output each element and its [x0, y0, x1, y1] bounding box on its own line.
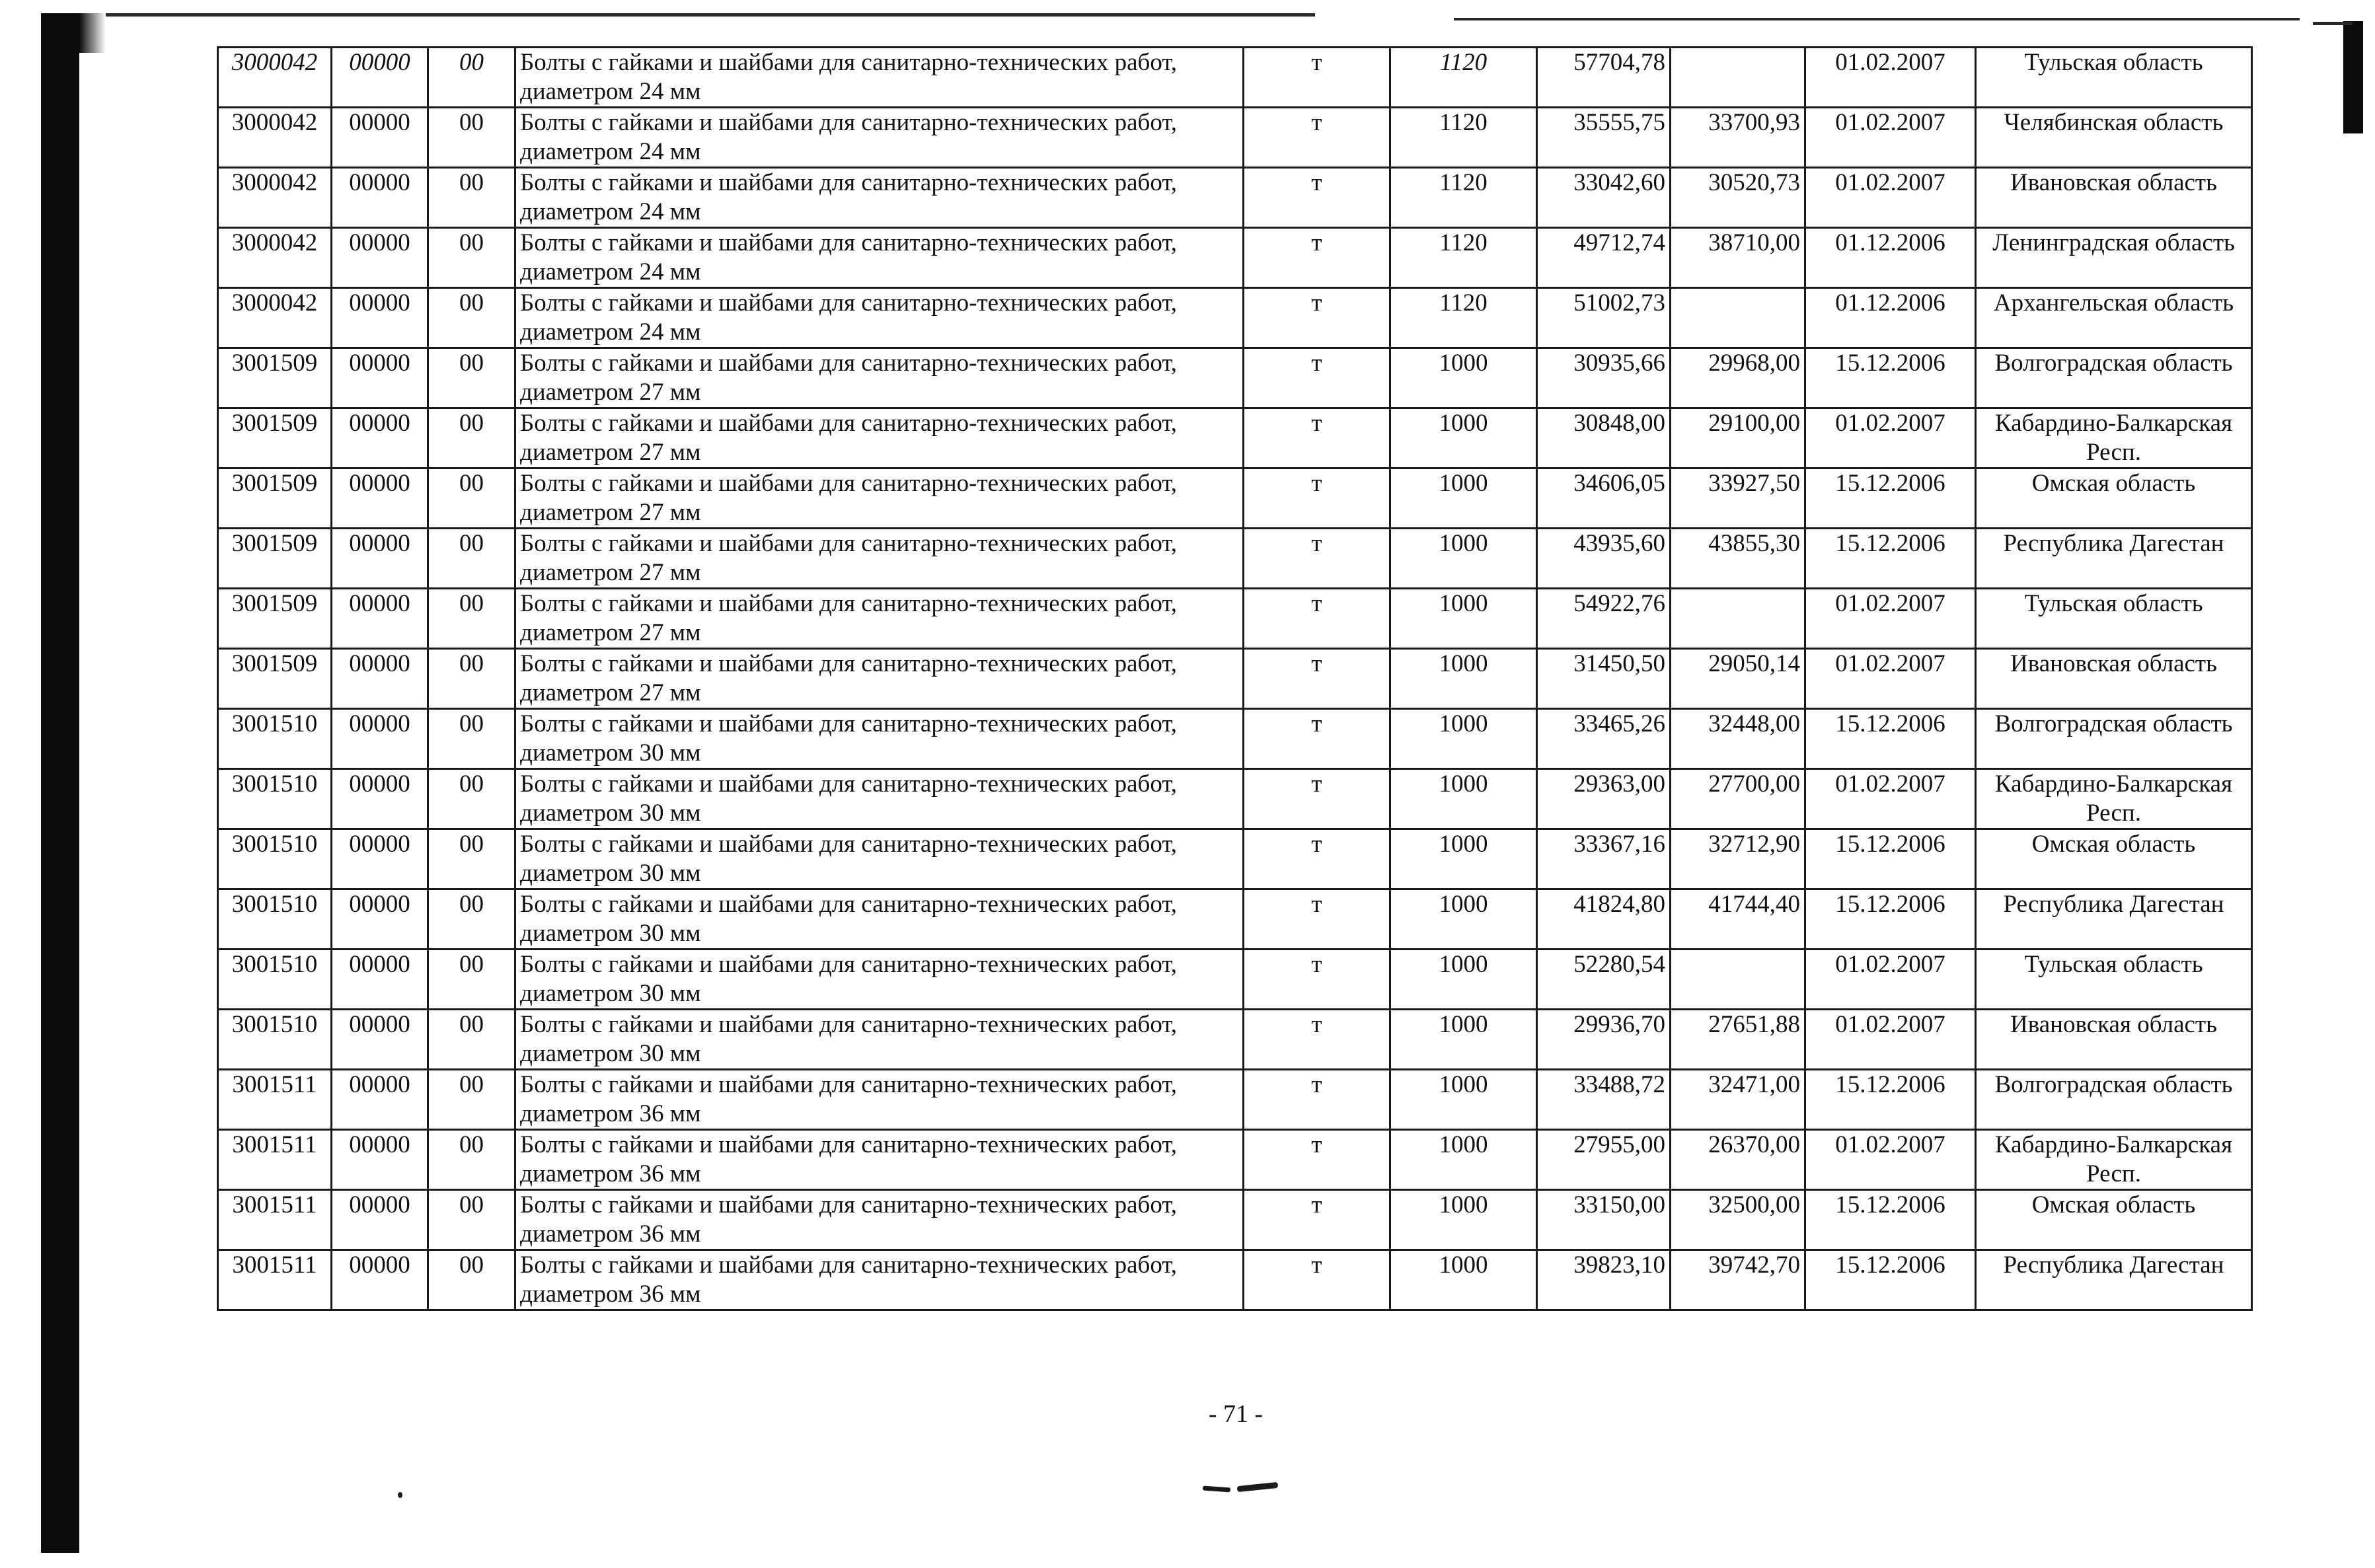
- cell-unit: т: [1244, 950, 1390, 1010]
- cell-code: 3001511: [218, 1130, 332, 1190]
- cell-price: 35555,75: [1537, 108, 1671, 168]
- cell-date: 15.12.2006: [1805, 348, 1976, 408]
- cell-price: 43935,60: [1537, 529, 1671, 589]
- cell-date: 15.12.2006: [1805, 889, 1976, 950]
- cell-qty: 1000: [1390, 1190, 1537, 1250]
- cell-sub: 00000: [332, 168, 428, 228]
- cell-price: 57704,78: [1537, 48, 1671, 108]
- cell-name: Болты с гайками и шайбами для санитарно-технических работ, диаметром 30 мм: [515, 950, 1244, 1010]
- cell-region: Ивановская область: [1976, 1010, 2252, 1070]
- cell-price2: 38710,00: [1671, 228, 1805, 288]
- cell-unit: т: [1244, 889, 1390, 950]
- cell-region: Республика Дагестан: [1976, 889, 2252, 950]
- cell-code: 3001511: [218, 1190, 332, 1250]
- table-row: [218, 1070, 2252, 1130]
- cell-name: Болты с гайками и шайбами для санитарно-технических работ, диаметром 27 мм: [515, 408, 1244, 468]
- cell-ext: 00: [428, 709, 515, 769]
- cell-price2: 29050,14: [1671, 649, 1805, 709]
- cell-date: 01.02.2007: [1805, 649, 1976, 709]
- cell-sub: 00000: [332, 1130, 428, 1190]
- cell-ext: 00: [428, 950, 515, 1010]
- cell-region: Ивановская область: [1976, 649, 2252, 709]
- cell-code: 3001509: [218, 589, 332, 649]
- cell-price: 51002,73: [1537, 288, 1671, 348]
- table-row: [218, 288, 2252, 348]
- cell-code: 3001510: [218, 1010, 332, 1070]
- cell-code: 3001509: [218, 348, 332, 408]
- cell-region: Республика Дагестан: [1976, 529, 2252, 589]
- cell-unit: т: [1244, 1250, 1390, 1310]
- cell-ext: 00: [428, 168, 515, 228]
- cell-price2: 30520,73: [1671, 168, 1805, 228]
- table-row: [218, 709, 2252, 769]
- table-row: [218, 649, 2252, 709]
- cell-ext: 00: [428, 529, 515, 589]
- cell-price2: 39742,70: [1671, 1250, 1805, 1310]
- cell-unit: т: [1244, 529, 1390, 589]
- table-row: [218, 769, 2252, 829]
- cell-name: Болты с гайками и шайбами для санитарно-технических работ, диаметром 30 мм: [515, 1010, 1244, 1070]
- cell-price2: 29100,00: [1671, 408, 1805, 468]
- cell-unit: т: [1244, 769, 1390, 829]
- cell-date: 15.12.2006: [1805, 529, 1976, 589]
- cell-date: 01.02.2007: [1805, 589, 1976, 649]
- cell-qty: 1000: [1390, 348, 1537, 408]
- table-row: [218, 889, 2252, 950]
- cell-ext: 00: [428, 48, 515, 108]
- cell-qty: 1000: [1390, 769, 1537, 829]
- scan-top-rule: [2313, 22, 2353, 25]
- cell-price: 33150,00: [1537, 1190, 1671, 1250]
- cell-code: 3001510: [218, 709, 332, 769]
- cell-ext: 00: [428, 1010, 515, 1070]
- cell-price2: [1671, 48, 1805, 108]
- cell-price: 54922,76: [1537, 589, 1671, 649]
- cell-region: Челябинская область: [1976, 108, 2252, 168]
- cell-name: Болты с гайками и шайбами для санитарно-технических работ, диаметром 27 мм: [515, 649, 1244, 709]
- cell-region: Омская область: [1976, 829, 2252, 889]
- cell-price: 31450,50: [1537, 649, 1671, 709]
- cell-price: 33465,26: [1537, 709, 1671, 769]
- cell-price2: 32448,00: [1671, 709, 1805, 769]
- cell-sub: 00000: [332, 468, 428, 529]
- cell-name: Болты с гайками и шайбами для санитарно-технических работ, диаметром 24 мм: [515, 288, 1244, 348]
- cell-region: Кабардино-Балкарская Респ.: [1976, 408, 2252, 468]
- cell-ext: 00: [428, 228, 515, 288]
- cell-date: 01.02.2007: [1805, 769, 1976, 829]
- cell-unit: т: [1244, 649, 1390, 709]
- cell-sub: 00000: [332, 1010, 428, 1070]
- cell-unit: т: [1244, 48, 1390, 108]
- cell-date: 01.12.2006: [1805, 288, 1976, 348]
- cell-code: 3000042: [218, 168, 332, 228]
- cell-code: 3001510: [218, 769, 332, 829]
- table-row: [218, 168, 2252, 228]
- cell-ext: 00: [428, 348, 515, 408]
- cell-code: 3000042: [218, 48, 332, 108]
- cell-sub: 00000: [332, 709, 428, 769]
- cell-qty: 1120: [1390, 288, 1537, 348]
- table-row: [218, 529, 2252, 589]
- scan-speck: [398, 1492, 402, 1498]
- cell-sub: 00000: [332, 889, 428, 950]
- cell-sub: 00000: [332, 348, 428, 408]
- cell-date: 01.02.2007: [1805, 1130, 1976, 1190]
- cell-qty: 1000: [1390, 408, 1537, 468]
- cell-region: Тульская область: [1976, 589, 2252, 649]
- cell-sub: 00000: [332, 1190, 428, 1250]
- page-number: - 71 -: [1208, 1400, 1263, 1428]
- cell-name: Болты с гайками и шайбами для санитарно-технических работ, диаметром 36 мм: [515, 1250, 1244, 1310]
- cell-name: Болты с гайками и шайбами для санитарно-технических работ, диаметром 27 мм: [515, 529, 1244, 589]
- cell-price2: [1671, 589, 1805, 649]
- cell-date: 01.02.2007: [1805, 168, 1976, 228]
- table-row: [218, 1010, 2252, 1070]
- cell-price2: 27700,00: [1671, 769, 1805, 829]
- cell-region: Волгоградская область: [1976, 1070, 2252, 1130]
- cell-region: Тульская область: [1976, 48, 2252, 108]
- cell-price: 29936,70: [1537, 1010, 1671, 1070]
- cell-date: 15.12.2006: [1805, 1190, 1976, 1250]
- cell-qty: 1000: [1390, 589, 1537, 649]
- cell-qty: 1120: [1390, 48, 1537, 108]
- cell-code: 3001509: [218, 649, 332, 709]
- cell-price: 33488,72: [1537, 1070, 1671, 1130]
- cell-qty: 1120: [1390, 108, 1537, 168]
- cell-qty: 1000: [1390, 468, 1537, 529]
- cell-name: Болты с гайками и шайбами для санитарно-технических работ, диаметром 27 мм: [515, 468, 1244, 529]
- cell-unit: т: [1244, 408, 1390, 468]
- cell-date: 15.12.2006: [1805, 829, 1976, 889]
- cell-name: Болты с гайками и шайбами для санитарно-технических работ, диаметром 30 мм: [515, 769, 1244, 829]
- cell-qty: 1000: [1390, 1010, 1537, 1070]
- table-row: [218, 589, 2252, 649]
- cell-qty: 1000: [1390, 529, 1537, 589]
- cell-price: 30935,66: [1537, 348, 1671, 408]
- scan-shadow-left-top: [79, 13, 106, 53]
- cell-date: 01.02.2007: [1805, 1010, 1976, 1070]
- cell-price2: 33700,93: [1671, 108, 1805, 168]
- cell-sub: 00000: [332, 950, 428, 1010]
- scan-shadow-right: [2343, 21, 2363, 133]
- cell-region: Кабардино-Балкарская Респ.: [1976, 769, 2252, 829]
- cell-code: 3001511: [218, 1070, 332, 1130]
- cell-sub: 00000: [332, 829, 428, 889]
- cell-qty: 1000: [1390, 1070, 1537, 1130]
- cell-date: 01.02.2007: [1805, 950, 1976, 1010]
- table-row: [218, 1250, 2252, 1310]
- cell-region: Республика Дагестан: [1976, 1250, 2252, 1310]
- cell-price2: [1671, 288, 1805, 348]
- cell-name: Болты с гайками и шайбами для санитарно-технических работ, диаметром 30 мм: [515, 709, 1244, 769]
- table-row: [218, 348, 2252, 408]
- cell-name: Болты с гайками и шайбами для санитарно-технических работ, диаметром 27 мм: [515, 348, 1244, 408]
- cell-qty: 1000: [1390, 1250, 1537, 1310]
- cell-unit: т: [1244, 228, 1390, 288]
- cell-sub: 00000: [332, 1070, 428, 1130]
- cell-price: 29363,00: [1537, 769, 1671, 829]
- cell-date: 15.12.2006: [1805, 1250, 1976, 1310]
- cell-unit: т: [1244, 589, 1390, 649]
- cell-date: 01.02.2007: [1805, 408, 1976, 468]
- cell-unit: т: [1244, 348, 1390, 408]
- cell-sub: 00000: [332, 228, 428, 288]
- cell-code: 3001509: [218, 529, 332, 589]
- cell-ext: 00: [428, 288, 515, 348]
- scan-mark: [1203, 1486, 1230, 1493]
- cell-sub: 00000: [332, 288, 428, 348]
- cell-qty: 1120: [1390, 168, 1537, 228]
- cell-qty: 1000: [1390, 1130, 1537, 1190]
- cell-unit: т: [1244, 468, 1390, 529]
- cell-price: 27955,00: [1537, 1130, 1671, 1190]
- cell-region: Волгоградская область: [1976, 709, 2252, 769]
- cell-qty: 1000: [1390, 950, 1537, 1010]
- cell-code: 3000042: [218, 108, 332, 168]
- cell-ext: 00: [428, 108, 515, 168]
- cell-date: 15.12.2006: [1805, 709, 1976, 769]
- cell-price2: 29968,00: [1671, 348, 1805, 408]
- price-table: [217, 46, 2253, 1311]
- cell-unit: т: [1244, 168, 1390, 228]
- cell-name: Болты с гайками и шайбами для санитарно-технических работ, диаметром 24 мм: [515, 228, 1244, 288]
- cell-name: Болты с гайками и шайбами для санитарно-технических работ, диаметром 27 мм: [515, 589, 1244, 649]
- scan-top-rule: [106, 13, 1315, 17]
- cell-price: 33042,60: [1537, 168, 1671, 228]
- cell-qty: 1000: [1390, 649, 1537, 709]
- cell-qty: 1000: [1390, 889, 1537, 950]
- cell-region: Омская область: [1976, 1190, 2252, 1250]
- cell-date: 01.02.2007: [1805, 48, 1976, 108]
- cell-ext: 00: [428, 1130, 515, 1190]
- cell-region: Ленинградская область: [1976, 228, 2252, 288]
- cell-price: 41824,80: [1537, 889, 1671, 950]
- cell-price2: 32471,00: [1671, 1070, 1805, 1130]
- cell-ext: 00: [428, 589, 515, 649]
- cell-ext: 00: [428, 649, 515, 709]
- cell-code: 3001510: [218, 829, 332, 889]
- cell-code: 3001510: [218, 889, 332, 950]
- cell-ext: 00: [428, 408, 515, 468]
- table-row: [218, 950, 2252, 1010]
- cell-unit: т: [1244, 288, 1390, 348]
- cell-price2: 33927,50: [1671, 468, 1805, 529]
- cell-qty: 1000: [1390, 709, 1537, 769]
- cell-price2: 43855,30: [1671, 529, 1805, 589]
- cell-unit: т: [1244, 1190, 1390, 1250]
- table-body: [218, 48, 2252, 1310]
- cell-code: 3001509: [218, 468, 332, 529]
- cell-code: 3001511: [218, 1250, 332, 1310]
- scan-mark: [1237, 1482, 1279, 1492]
- cell-unit: т: [1244, 108, 1390, 168]
- cell-date: 15.12.2006: [1805, 468, 1976, 529]
- cell-date: 01.12.2006: [1805, 228, 1976, 288]
- cell-region: Ивановская область: [1976, 168, 2252, 228]
- cell-ext: 00: [428, 1250, 515, 1310]
- table-row: [218, 408, 2252, 468]
- cell-name: Болты с гайками и шайбами для санитарно-технических работ, диаметром 30 мм: [515, 889, 1244, 950]
- table-row: [218, 48, 2252, 108]
- cell-price2: 32500,00: [1671, 1190, 1805, 1250]
- cell-code: 3001509: [218, 408, 332, 468]
- cell-name: Болты с гайками и шайбами для санитарно-технических работ, диаметром 24 мм: [515, 48, 1244, 108]
- cell-ext: 00: [428, 1070, 515, 1130]
- cell-ext: 00: [428, 889, 515, 950]
- cell-qty: 1120: [1390, 228, 1537, 288]
- scan-shadow-left: [41, 13, 79, 1553]
- cell-price2: 41744,40: [1671, 889, 1805, 950]
- cell-code: 3000042: [218, 288, 332, 348]
- cell-unit: т: [1244, 1130, 1390, 1190]
- cell-name: Болты с гайками и шайбами для санитарно-технических работ, диаметром 24 мм: [515, 168, 1244, 228]
- cell-price: 52280,54: [1537, 950, 1671, 1010]
- cell-price: 39823,10: [1537, 1250, 1671, 1310]
- cell-price2: 26370,00: [1671, 1130, 1805, 1190]
- cell-name: Болты с гайками и шайбами для санитарно-технических работ, диаметром 24 мм: [515, 108, 1244, 168]
- cell-sub: 00000: [332, 408, 428, 468]
- table-row: [218, 108, 2252, 168]
- cell-ext: 00: [428, 468, 515, 529]
- cell-price2: 27651,88: [1671, 1010, 1805, 1070]
- scan-top-rule: [1454, 18, 2300, 20]
- table-row: [218, 1130, 2252, 1190]
- cell-unit: т: [1244, 1070, 1390, 1130]
- cell-ext: 00: [428, 829, 515, 889]
- cell-unit: т: [1244, 1010, 1390, 1070]
- cell-code: 3000042: [218, 228, 332, 288]
- cell-price: 33367,16: [1537, 829, 1671, 889]
- cell-sub: 00000: [332, 769, 428, 829]
- cell-price2: [1671, 950, 1805, 1010]
- cell-sub: 00000: [332, 48, 428, 108]
- cell-unit: т: [1244, 709, 1390, 769]
- cell-sub: 00000: [332, 589, 428, 649]
- cell-price: 30848,00: [1537, 408, 1671, 468]
- cell-price: 34606,05: [1537, 468, 1671, 529]
- cell-ext: 00: [428, 1190, 515, 1250]
- cell-code: 3001510: [218, 950, 332, 1010]
- table-row: [218, 228, 2252, 288]
- cell-date: 01.02.2007: [1805, 108, 1976, 168]
- table-row: [218, 829, 2252, 889]
- cell-name: Болты с гайками и шайбами для санитарно-технических работ, диаметром 36 мм: [515, 1070, 1244, 1130]
- cell-region: Тульская область: [1976, 950, 2252, 1010]
- cell-date: 15.12.2006: [1805, 1070, 1976, 1130]
- cell-name: Болты с гайками и шайбами для санитарно-технических работ, диаметром 36 мм: [515, 1130, 1244, 1190]
- cell-region: Волгоградская область: [1976, 348, 2252, 408]
- table-row: [218, 1190, 2252, 1250]
- cell-name: Болты с гайками и шайбами для санитарно-технических работ, диаметром 30 мм: [515, 829, 1244, 889]
- cell-ext: 00: [428, 769, 515, 829]
- cell-sub: 00000: [332, 1250, 428, 1310]
- cell-sub: 00000: [332, 108, 428, 168]
- table-row: [218, 468, 2252, 529]
- cell-price2: 32712,90: [1671, 829, 1805, 889]
- cell-sub: 00000: [332, 649, 428, 709]
- cell-price: 49712,74: [1537, 228, 1671, 288]
- cell-sub: 00000: [332, 529, 428, 589]
- cell-region: Архангельская область: [1976, 288, 2252, 348]
- cell-name: Болты с гайками и шайбами для санитарно-технических работ, диаметром 36 мм: [515, 1190, 1244, 1250]
- cell-qty: 1000: [1390, 829, 1537, 889]
- cell-region: Омская область: [1976, 468, 2252, 529]
- cell-unit: т: [1244, 829, 1390, 889]
- cell-region: Кабардино-Балкарская Респ.: [1976, 1130, 2252, 1190]
